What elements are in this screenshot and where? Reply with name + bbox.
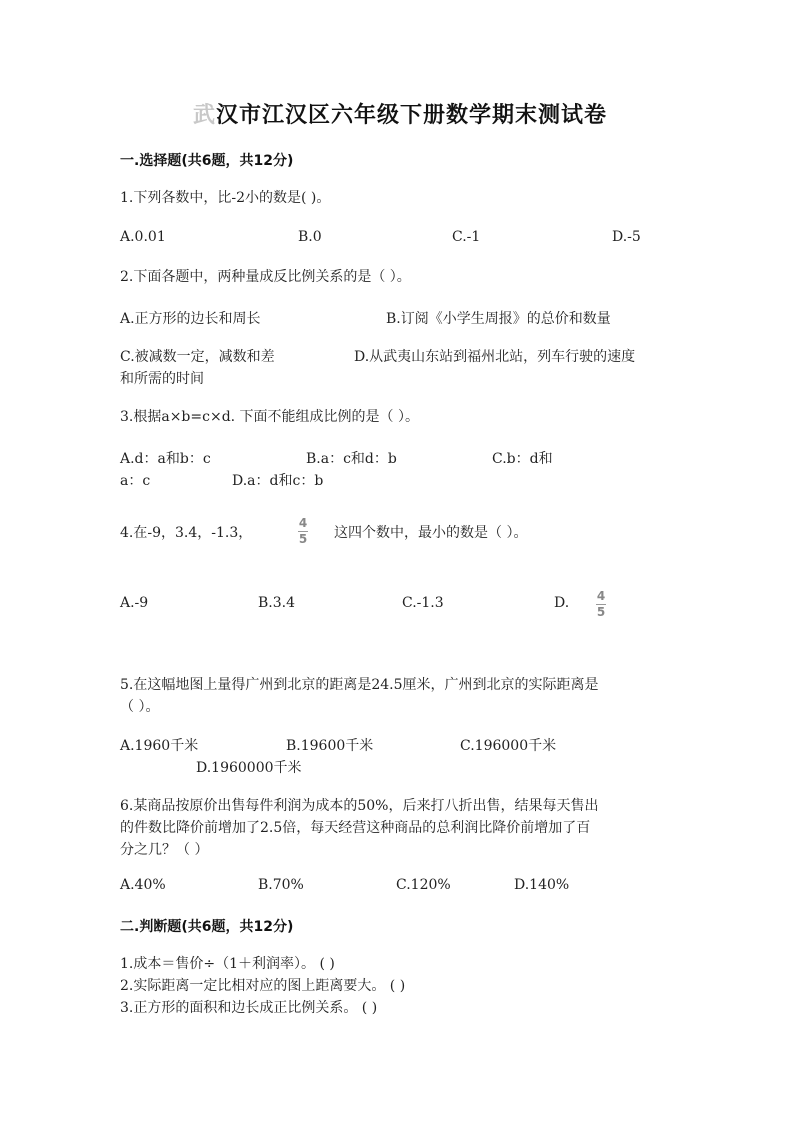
judgment-item-2: 2.实际距离一定比相对应的图上距离要大。 ( ): [120, 978, 406, 994]
question-6-option-a: A.40%: [120, 877, 166, 893]
question-2-option-d-cont: 和所需的时间: [120, 371, 204, 387]
fraction-denominator: 5: [596, 605, 606, 619]
question-5-option-a: A.1960千米: [120, 738, 199, 754]
question-6-option-c: C.120%: [396, 877, 451, 893]
question-6-option-b: B.70%: [258, 877, 304, 893]
question-4-option-a: A.-9: [120, 595, 149, 611]
question-4-option-b: B.3.4: [258, 595, 296, 611]
question-2-option-b: B.订阅《小学生周报》的总价和数量: [386, 311, 611, 327]
question-3-option-b: B.a：c和d：b: [306, 451, 397, 467]
page-title: [0, 98, 800, 129]
fraction-numerator: 4: [596, 589, 606, 603]
judgment-item-3: 3.正方形的面积和边长成正比例关系。 ( ): [120, 1000, 378, 1016]
question-3-option-d: D.a：d和c：b: [232, 473, 324, 489]
question-4-stem-b: 这四个数中，最小的数是（ ）。: [334, 525, 528, 541]
judgment-item-1: 1.成本＝售价÷（1＋利润率）。 ( ): [120, 956, 335, 972]
question-3-stem: 3.根据a×b=c×d. 下面不能组成比例的是（ ）。: [120, 409, 420, 425]
question-2-stem: 2.下面各题中，两种量成反比例关系的是（ ）。: [120, 269, 411, 285]
question-6-stem-line2: 的件数比降价前增加了2.5倍，每天经营这种商品的总利润比降价前增加了百: [120, 820, 591, 836]
question-4-stem-a: 4.在-9，3.4，-1.3，: [120, 525, 253, 541]
page-title-first-char: 武: [192, 103, 216, 128]
section-heading-choice: 一.选择题(共6题，共12分): [120, 153, 294, 169]
question-4-option-c: C.-1.3: [402, 595, 444, 611]
page-title-rest: 汉市江汉区六年级下册数学期末测试卷: [216, 103, 608, 128]
question-1-option-c: C.-1: [452, 229, 481, 245]
question-5-stem-line1: 5.在这幅地图上量得广州到北京的距离是24.5厘米，广州到北京的实际距离是: [120, 677, 599, 693]
question-5-option-c: C.196000千米: [460, 738, 557, 754]
question-5-option-b: B.19600千米: [286, 738, 374, 754]
question-3-option-c: C.b：d和: [492, 451, 553, 467]
question-2-option-a: A.正方形的边长和周长: [120, 311, 261, 327]
question-3-option-a: A.d：a和b：c: [120, 451, 211, 467]
question-5-stem-line2: （ ）。: [120, 699, 160, 715]
question-4-fraction: [298, 517, 308, 546]
question-1-option-d: D.-5: [612, 229, 641, 245]
question-6-stem-line3: 分之几？（ ）: [120, 842, 209, 858]
question-3-option-c-cont: a：c: [120, 473, 151, 489]
question-4-option-d: D.: [554, 595, 570, 611]
question-1-option-b: B.0: [298, 229, 322, 245]
question-1-option-a: A.0.01: [120, 229, 166, 245]
question-4-option-d-fraction: [596, 590, 606, 619]
question-2-option-c: C.被减数一定，减数和差: [120, 349, 275, 365]
fraction-denominator: 5: [298, 532, 308, 546]
question-2-option-d: D.从武夷山东站到福州北站，列车行驶的速度: [354, 349, 636, 365]
question-1-stem: 1.下列各数中，比-2小的数是( )。: [120, 190, 331, 206]
section-heading-judgment: 二.判断题(共6题，共12分): [120, 919, 294, 935]
fraction-numerator: 4: [298, 516, 308, 530]
question-6-option-d: D.140%: [514, 877, 570, 893]
question-6-stem-line1: 6.某商品按原价出售每件利润为成本的50%，后来打八折出售，结果每天售出: [120, 798, 599, 814]
question-5-option-d: D.1960000千米: [196, 760, 302, 776]
